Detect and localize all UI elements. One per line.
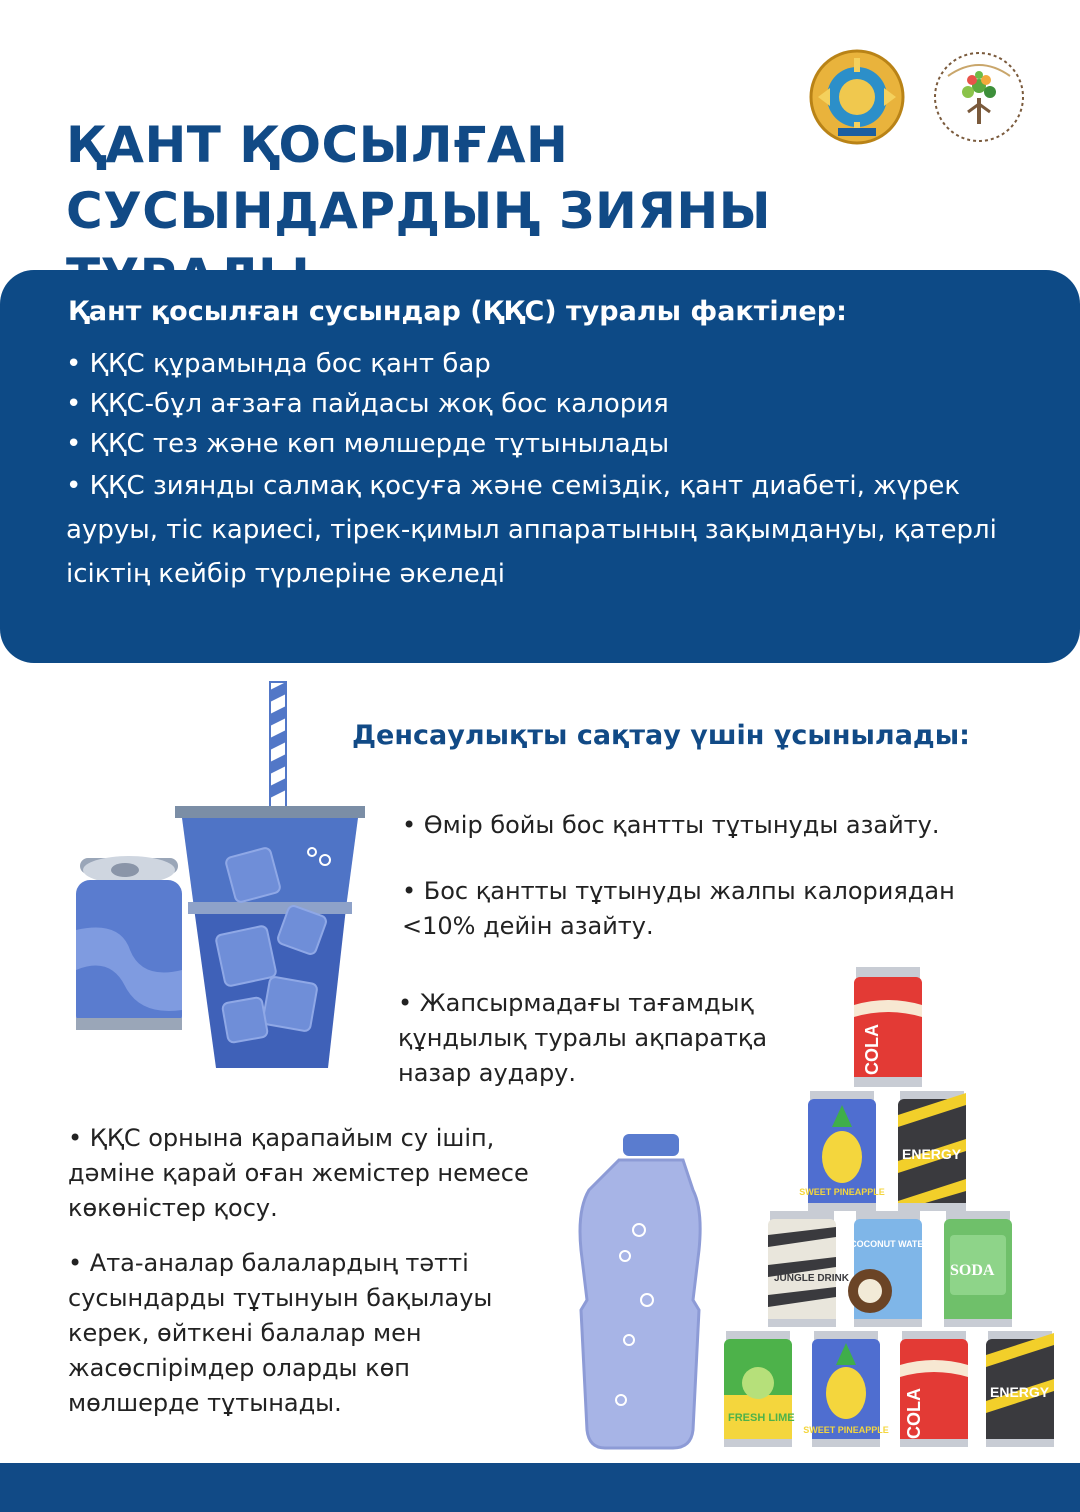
recommendation-item: • Ата-аналар балалардың тәтті сусындарды тұтынуын бақылауы керек, өйткені балалар мен жасөспірімдер оларды көп мөлшерде тұтынады. xyxy=(68,1249,493,1417)
jungle-drink-can-icon xyxy=(768,1211,850,1327)
recommendation-item: • Өмір бойы бос қантты тұтынуды азайту. xyxy=(402,811,940,839)
soda-can-green-icon xyxy=(944,1211,1012,1327)
pineapple-can-icon xyxy=(799,1091,885,1211)
cup-with-straw-icon xyxy=(175,806,365,1068)
water-bottle-icon xyxy=(575,1130,705,1460)
soda-can-icon xyxy=(76,856,182,1030)
title-line-2: СУСЫНДАРДЫҢ ЗИЯНЫ xyxy=(66,182,772,240)
recommendation-item: • Жапсырмадағы тағамдық құндылық туралы ақпаратқа назар аудару. xyxy=(398,989,768,1087)
svg-text:ENERGY: ENERGY xyxy=(902,1146,962,1162)
svg-text:COCONUT WATER: COCONUT WATER xyxy=(850,1239,930,1249)
straw-icon xyxy=(270,682,286,817)
coconut-water-can-icon xyxy=(848,1211,930,1327)
svg-text:COLA: COLA xyxy=(862,1024,882,1075)
svg-text:JUNGLE DRINK: JUNGLE DRINK xyxy=(774,1273,850,1284)
cola-can-icon-2 xyxy=(900,1331,968,1447)
cans-pyramid-illustration xyxy=(718,965,1058,1455)
energy-can-icon-2 xyxy=(986,1331,1054,1447)
fact-item: • ҚҚС құрамында бос қант бар xyxy=(66,349,491,379)
recommendations-heading: Денсаулықты сақтау үшін ұсынылады: xyxy=(352,720,970,751)
svg-text:COLA: COLA xyxy=(904,1388,924,1439)
fresh-lime-can-icon xyxy=(724,1331,795,1447)
facts-list xyxy=(66,344,1026,596)
footer-bar xyxy=(0,1463,1080,1512)
svg-text:SWEET PINEAPPLE: SWEET PINEAPPLE xyxy=(803,1425,889,1435)
cola-can-icon xyxy=(854,967,922,1087)
svg-text:SWEET PINEAPPLE: SWEET PINEAPPLE xyxy=(799,1187,885,1197)
title-line-1: ҚАНТ ҚОСЫЛҒАН xyxy=(66,116,569,174)
pineapple-can-icon-2 xyxy=(803,1331,889,1447)
fact-item: • ҚҚС тез және көп мөлшерде тұтынылады xyxy=(66,429,670,459)
fact-item: • ҚҚС-бұл ағзаға пайдасы жоқ бос калория xyxy=(66,389,669,419)
facts-heading: Қант қосылған сусындар (ҚҚС) туралы фактілер: xyxy=(68,296,847,327)
recommendation-item: • Бос қантты тұтынуды жалпы калориядан <10% дейін азайту. xyxy=(402,877,955,940)
svg-text:ENERGY: ENERGY xyxy=(990,1384,1050,1400)
energy-can-icon xyxy=(898,1091,966,1211)
drinks-illustration xyxy=(70,680,370,1075)
svg-text:FRESH LIME: FRESH LIME xyxy=(728,1412,795,1424)
fact-item: • ҚҚС зиянды салмақ қосуға және семіздік, қант диабеті, жүрек ауруы, тіс кариесі, тірек-қимыл аппаратының зақымдануы, қатерлі ісіктің кейбір түрлеріне әкеледі xyxy=(66,471,997,589)
svg-text:SODA: SODA xyxy=(950,1262,995,1279)
recommendation-item: • ҚҚС орнына қарапайым су ішіп, дәміне қарай оған жемістер немесе көкөністер қосу. xyxy=(68,1124,529,1222)
